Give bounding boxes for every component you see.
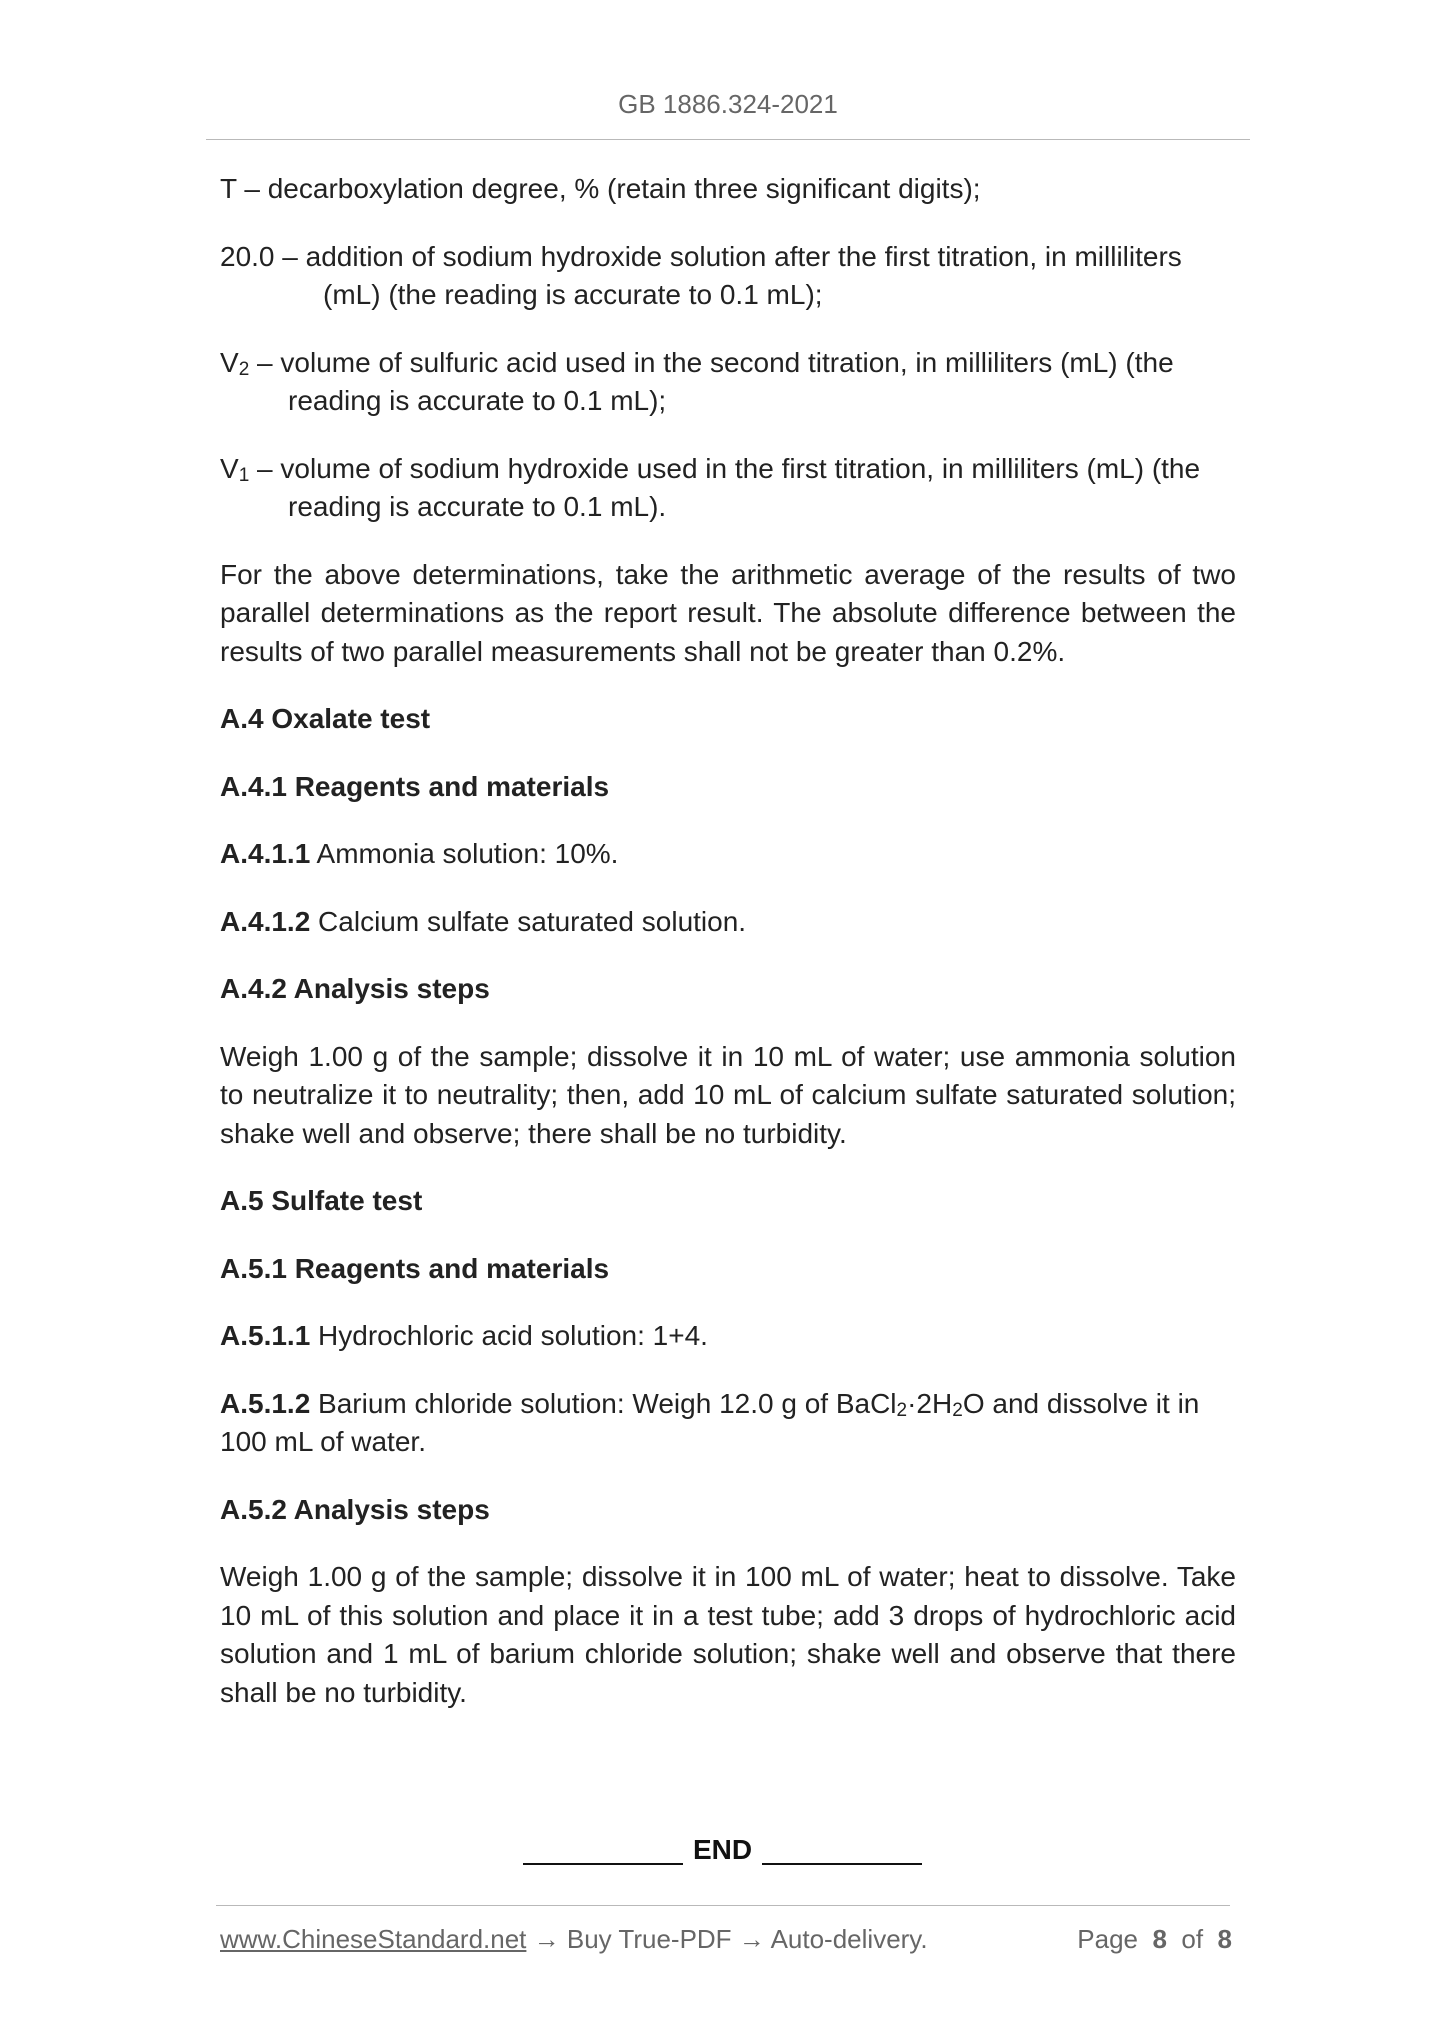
heading-a41: A.4.1 Reagents and materials bbox=[220, 770, 610, 802]
clause-a412-text: Calcium sulfate saturated solution. bbox=[310, 905, 747, 937]
v2-text: – volume of sulfuric acid used in the second titration, in milliliters (mL) (the reading is accurate to 0.1 mL); bbox=[249, 346, 1174, 416]
definition-20-first: 20.0 – addition of sodium hydroxide solution after the first titration, in milliliters bbox=[220, 240, 1182, 272]
page-number bbox=[1077, 1922, 1232, 1956]
website-link[interactable]: www.ChineseStandard.net bbox=[220, 1924, 527, 1954]
v1-symbol: V bbox=[220, 452, 239, 484]
page-header: GB 1886.324-2021 bbox=[618, 89, 838, 119]
of-word: of bbox=[1181, 1924, 1204, 1954]
heading-a51: A.5.1 Reagents and materials bbox=[220, 1252, 610, 1284]
clause-a411-number: A.4.1.1 bbox=[220, 838, 311, 869]
clause-a412 bbox=[220, 903, 1236, 942]
v2-subscript: 2 bbox=[238, 358, 250, 380]
definition-20-second: (mL) (the reading is accurate to 0.1 mL); bbox=[323, 279, 823, 310]
header-divider bbox=[206, 139, 1250, 140]
heading-a42: A.4.2 Analysis steps bbox=[220, 973, 490, 1004]
clause-a512-text-a: Barium chloride solution: Weigh 12.0 g of BaCl bbox=[310, 1387, 897, 1419]
paragraph-a5-steps: Weigh 1.00 g of the sample; dissolve it in 100 mL of water; heat to dissolve. Take 10 mL of this solution and place it in a test tube; add 3 drops of hydrochloric acid solution and 1 mL of barium chloride solution; shake well and observe that there shall be no turbidity. bbox=[220, 1561, 1236, 1708]
paragraph-average: For the above determinations, take the arithmetic average of the results of two parallel determinations as the report result. The absolute difference between the results of two parallel measurements shall not be greater than 0.2%. bbox=[220, 558, 1236, 667]
definition-20 bbox=[220, 238, 1236, 315]
clause-a511 bbox=[220, 1317, 1236, 1356]
definition-t: T – decarboxylation degree, % (retain three significant digits); bbox=[220, 173, 981, 204]
footer-promo-text: → Buy True-PDF → Auto-delivery. bbox=[526, 1924, 928, 1954]
clause-a511-text: Hydrochloric acid solution: 1+4. bbox=[310, 1320, 708, 1351]
clause-a512-text-b: ·2H bbox=[907, 1387, 953, 1419]
v1-text: – volume of sodium hydroxide used in the first titration, in milliliters (mL) (the reading is accurate to 0.1 mL). bbox=[249, 452, 1201, 522]
v1-subscript: 1 bbox=[238, 464, 250, 486]
clause-a411 bbox=[220, 835, 1236, 874]
document-body bbox=[220, 170, 1236, 1741]
clause-a512-number: A.5.1.2 bbox=[220, 1387, 311, 1419]
paragraph-a4-steps: Weigh 1.00 g of the sample; dissolve it in 10 mL of water; use ammonia solution to neutralize it to neutrality; then, add 10 mL of calcium sulfate saturated solution; shake well and observe; there shall be no turbidity. bbox=[220, 1040, 1236, 1149]
page-total: 8 bbox=[1217, 1924, 1232, 1954]
footer-promo bbox=[220, 1922, 928, 1956]
clause-a512-subscript-a: 2 bbox=[896, 1399, 908, 1421]
clause-a412-number: A.4.1.2 bbox=[220, 905, 311, 937]
heading-a5: A.5 Sulfate test bbox=[220, 1185, 423, 1216]
clause-a512-text-c: O and dissolve it in 100 mL of water. bbox=[220, 1387, 1200, 1457]
clause-a512-subscript-b: 2 bbox=[952, 1399, 963, 1421]
end-rule-left bbox=[523, 1863, 683, 1865]
v2-symbol: V bbox=[220, 346, 239, 378]
heading-a52: A.5.2 Analysis steps bbox=[220, 1493, 490, 1525]
footer-divider bbox=[216, 1905, 1230, 1906]
definition-v1 bbox=[220, 450, 1236, 527]
page-current: 8 bbox=[1152, 1924, 1167, 1954]
page-word: Page bbox=[1077, 1924, 1139, 1954]
heading-a4: A.4 Oxalate test bbox=[220, 703, 431, 734]
clause-a511-number: A.5.1.1 bbox=[220, 1320, 311, 1351]
clause-a512 bbox=[220, 1385, 1236, 1462]
end-marker bbox=[0, 1831, 1445, 1869]
end-rule-right bbox=[762, 1863, 922, 1865]
clause-a411-text: Ammonia solution: 10%. bbox=[310, 838, 619, 869]
definition-v2 bbox=[220, 344, 1236, 421]
end-label: END bbox=[692, 1834, 753, 1865]
